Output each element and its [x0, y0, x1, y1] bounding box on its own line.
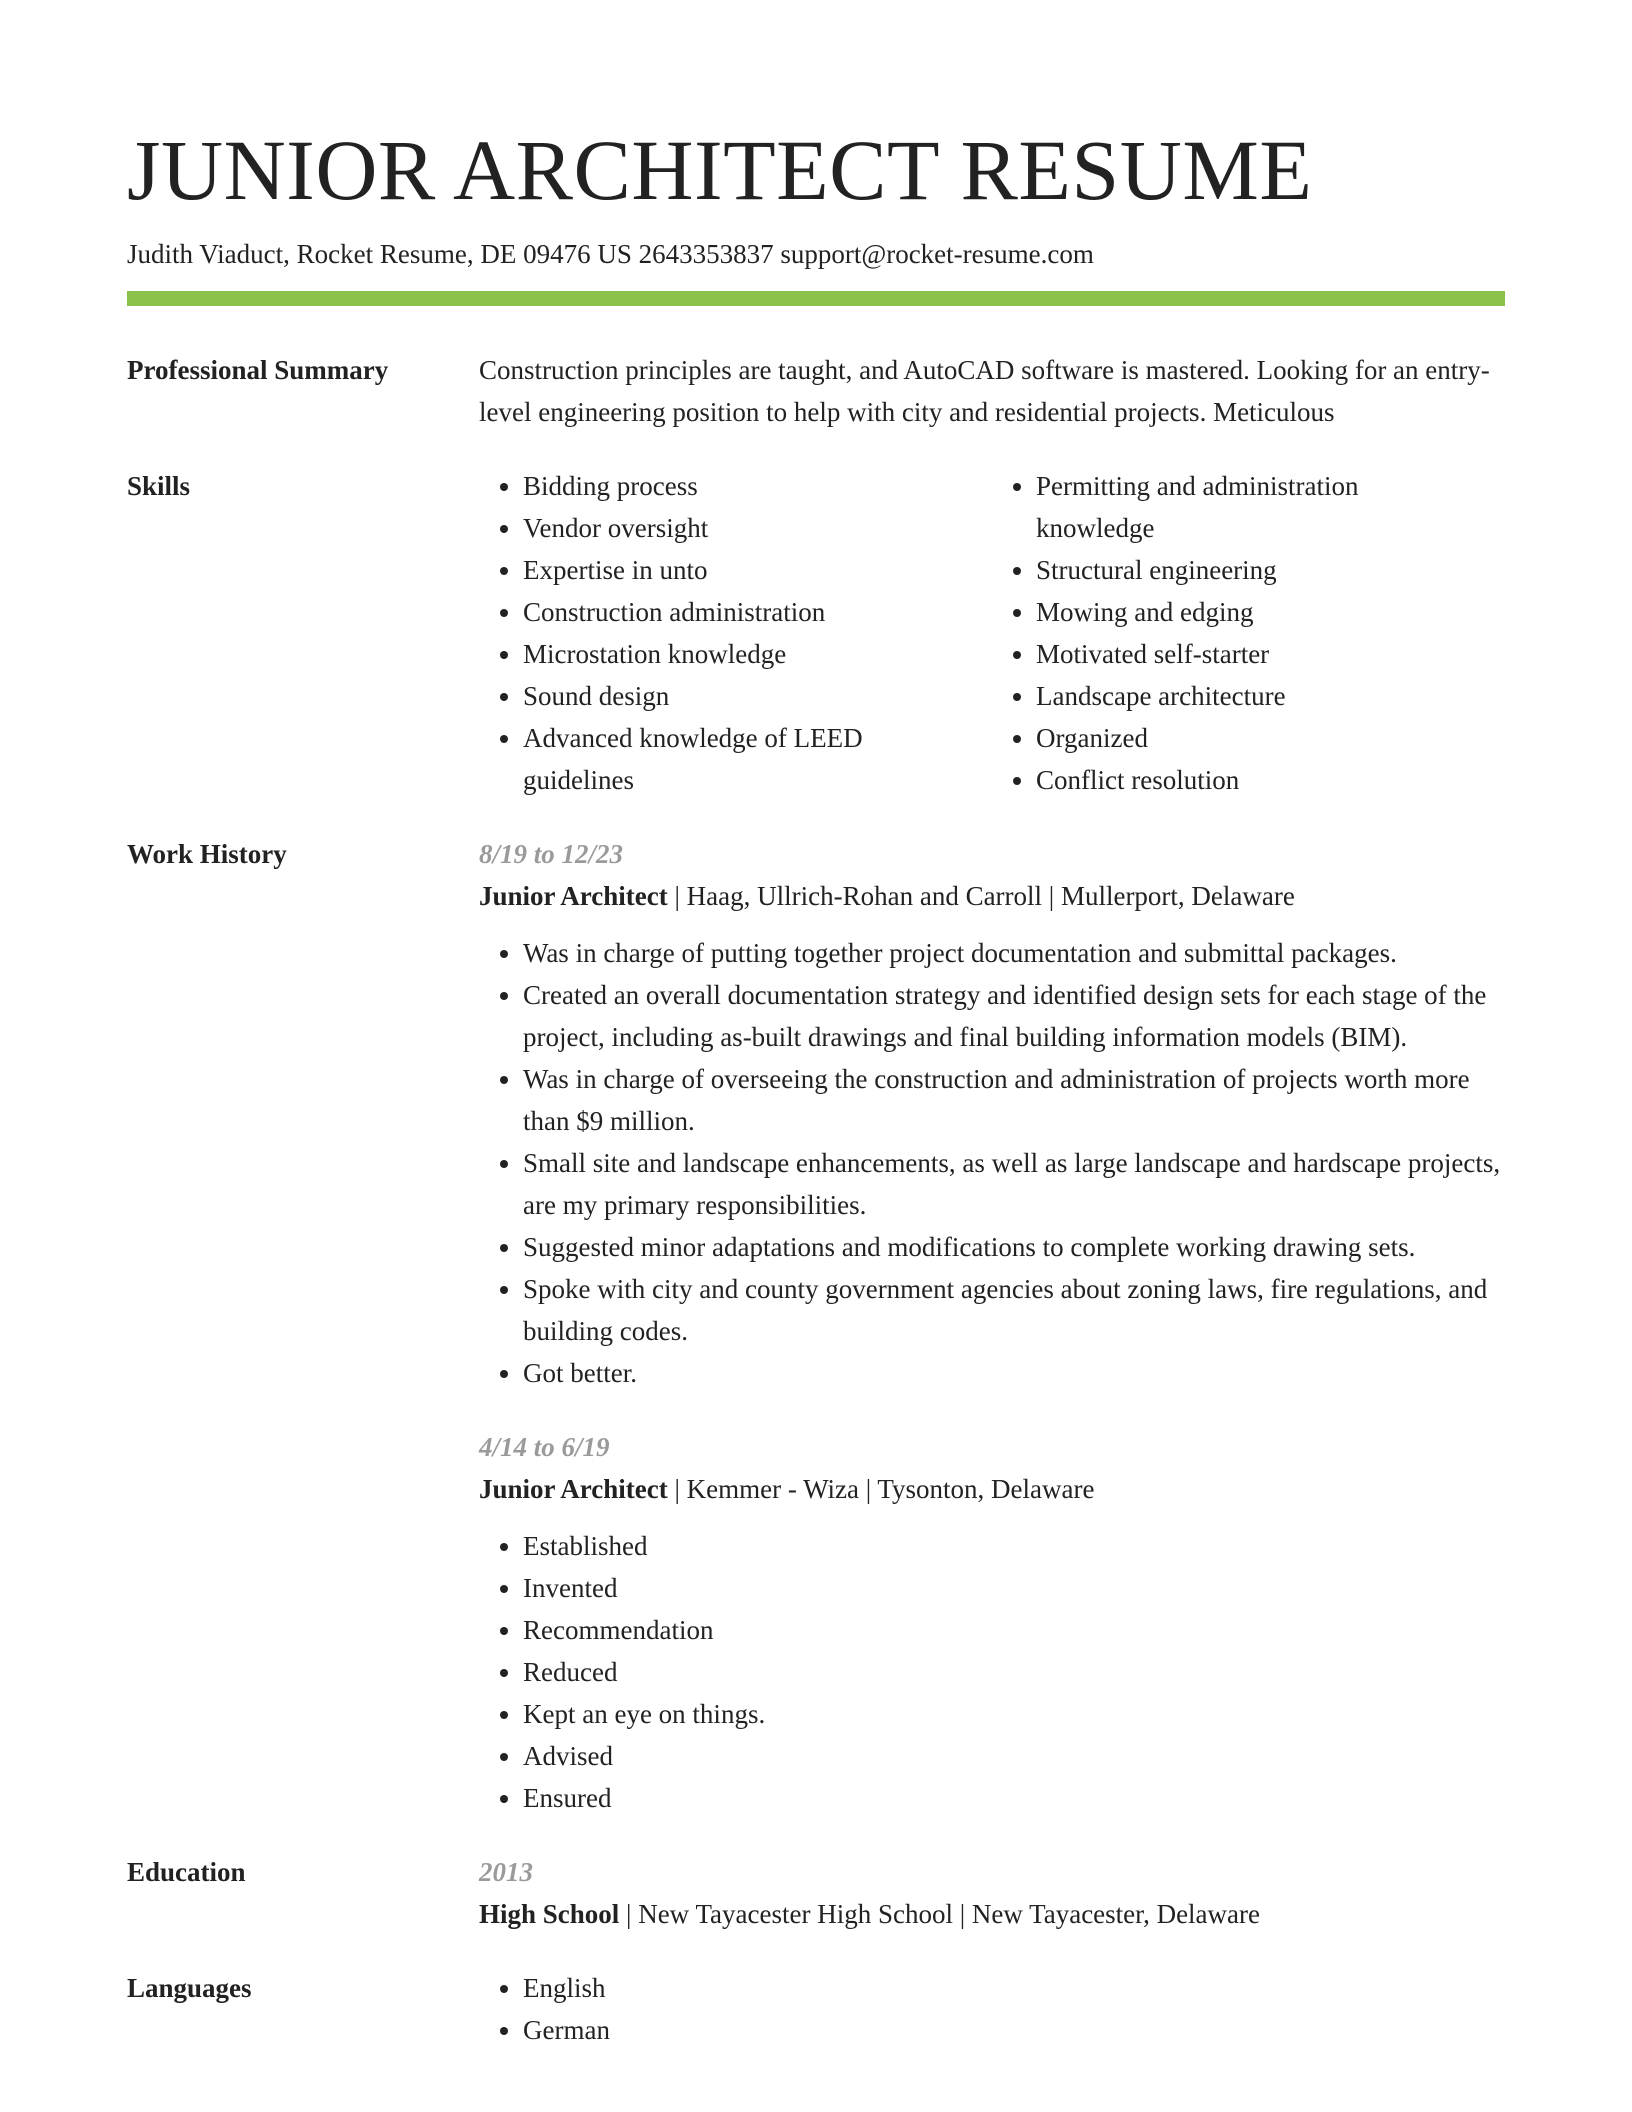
- summary-text: Construction principles are taught, and AutoCAD software is mastered. Looking for an entry-level engineering position to help with city and residential projects. Meticulous: [479, 355, 1490, 427]
- skills-column-left: [479, 465, 992, 801]
- skill-item: • Motivated self-starter: [1036, 633, 1475, 675]
- skill-item: • Permitting and administration knowledge: [1036, 465, 1475, 549]
- job-details: | Kemmer - Wiza | Tysonton, Delaware: [667, 1474, 1095, 1504]
- job-bullet: • Was in charge of overseeing the construction and administration of projects worth more than $9 million.: [523, 1058, 1505, 1142]
- job-bullet: • Kept an eye on things.: [523, 1693, 1505, 1735]
- section-professional-summary: [127, 349, 1505, 433]
- section-label: Education: [127, 1857, 246, 1887]
- job-bullets: [479, 1525, 1505, 1819]
- job-bullet: • Got better.: [523, 1352, 1505, 1394]
- skill-item: • Landscape architecture: [1036, 675, 1475, 717]
- job-bullet: • Small site and landscape enhancements, as well as large landscape and hardscape projects, are my primary responsibilities.: [523, 1142, 1505, 1226]
- job-bullet: • Was in charge of putting together project documentation and submittal packages.: [523, 932, 1505, 974]
- skill-item: • Mowing and edging: [1036, 591, 1475, 633]
- job-date: 8/19 to 12/23: [479, 839, 624, 869]
- resume-title: JUNIOR ARCHITECT RESUME: [127, 122, 1313, 218]
- resume-header: [127, 118, 1505, 306]
- skill-item: • Organized: [1036, 717, 1475, 759]
- job-bullet: • Ensured: [523, 1777, 1505, 1819]
- job-bullet: • Advised: [523, 1735, 1505, 1777]
- language-item: • German: [523, 2009, 1505, 2051]
- job-bullet: • Recommendation: [523, 1609, 1505, 1651]
- skill-item: • Sound design: [523, 675, 962, 717]
- job-role: Junior Architect: [479, 1474, 668, 1504]
- job-details: | Haag, Ullrich-Rohan and Carroll | Mullerport, Delaware: [667, 881, 1295, 911]
- job-title-line: [479, 1468, 1505, 1510]
- skill-item: • Bidding process: [523, 465, 962, 507]
- job-role: Junior Architect: [479, 881, 668, 911]
- job-bullet: • Invented: [523, 1567, 1505, 1609]
- section-label: Skills: [127, 471, 191, 501]
- section-body: [479, 1967, 1505, 2051]
- education-details: | New Tayacester High School | New Tayacester, Delaware: [619, 1899, 1260, 1929]
- section-education: [127, 1851, 1505, 1935]
- skill-item: • Conflict resolution: [1036, 759, 1475, 801]
- education-line: [479, 1893, 1505, 1935]
- job-entry: [479, 833, 1505, 1394]
- section-work-history: [127, 833, 1505, 1819]
- skills-column-right: [992, 465, 1505, 801]
- job-bullet: • Created an overall documentation strategy and identified design sets for each stage of the project, including as-built drawings and final building information models (BIM).: [523, 974, 1505, 1058]
- languages-list: [479, 1967, 1505, 2051]
- job-entry: [479, 1426, 1505, 1819]
- section-languages: [127, 1967, 1505, 2051]
- section-label: Languages: [127, 1973, 252, 2003]
- job-bullet: • Spoke with city and county government agencies about zoning laws, fire regulations, and building codes.: [523, 1268, 1505, 1352]
- job-bullet: • Reduced: [523, 1651, 1505, 1693]
- skill-item: • Advanced knowledge of LEED guidelines: [523, 717, 962, 801]
- skills-columns: [479, 465, 1505, 801]
- section-label: Professional Summary: [127, 355, 389, 385]
- job-bullet: • Suggested minor adaptations and modifications to complete working drawing sets.: [523, 1226, 1505, 1268]
- education-degree: High School: [479, 1899, 620, 1929]
- contact-line: Judith Viaduct, Rocket Resume, DE 09476 US 2643353837 support@rocket-resume.com: [127, 239, 1094, 269]
- job-title-line: [479, 875, 1505, 917]
- job-bullets: [479, 932, 1505, 1394]
- skill-item: • Structural engineering: [1036, 549, 1475, 591]
- skills-list: [992, 465, 1505, 801]
- section-body: [479, 833, 1505, 1819]
- language-item: • English: [523, 1967, 1505, 2009]
- accent-divider: [127, 291, 1505, 306]
- section-body: [479, 1851, 1505, 1935]
- section-skills: [127, 465, 1505, 801]
- skill-item: • Vendor oversight: [523, 507, 962, 549]
- job-date: 4/14 to 6/19: [479, 1432, 610, 1462]
- section-body: [479, 349, 1505, 433]
- section-label: Work History: [127, 839, 287, 869]
- education-date: 2013: [479, 1857, 533, 1887]
- skills-list: [479, 465, 992, 801]
- skill-item: • Expertise in unto: [523, 549, 962, 591]
- skill-item: • Construction administration: [523, 591, 962, 633]
- skill-item: • Microstation knowledge: [523, 633, 962, 675]
- job-bullet: • Established: [523, 1525, 1505, 1567]
- resume-sections: [127, 349, 1505, 2051]
